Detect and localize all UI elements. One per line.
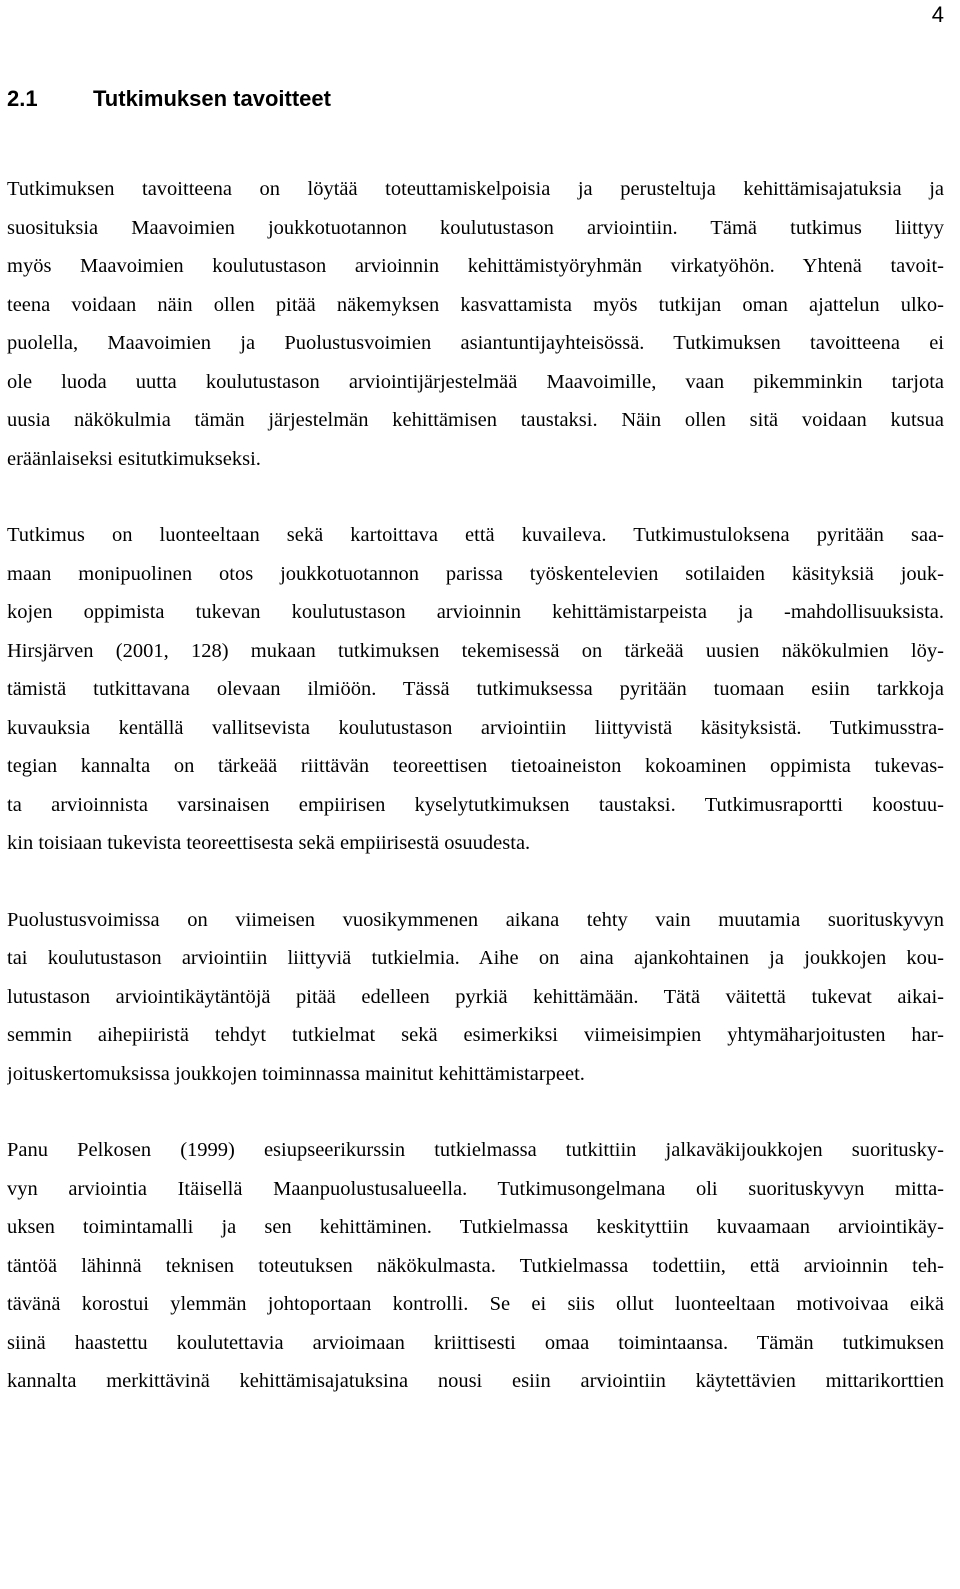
text-line: semmin aihepiiristä tehdyt tutkielmat sekä esimerkiksi viimeisimpien yhtymäharjoitusten har-: [7, 1024, 944, 1046]
text-line: Puolustusvoimissa on viimeisen vuosikymmenen aikana tehty vain muutamia suorituskyvyn: [7, 908, 944, 931]
text-line: tegian kannalta on tärkeää riittävän teoreettisen tietoaineiston kokoaminen oppimista tukevas-: [7, 755, 944, 777]
text-line: uusia näkökulmia tämän järjestelmän kehittämisen taustaksi. Näin ollen sitä voidaan kutsua: [7, 409, 944, 431]
text-line: siinä haastettu koulutettavia arvioimaan kriittisesti omaa toimintaansa. Tämän tutkimuksen: [7, 1331, 944, 1354]
page-number: 4: [931, 2, 944, 27]
text-line: kin toisiaan tukevista teoreettisesta sekä empiirisestä osuudesta.: [7, 832, 531, 854]
section-heading: [7, 86, 331, 112]
text-line: ta arvioinnista varsinaisen empiirisen kyselytutkimuksen taustaksi. Tutkimusraportti koostuu-: [7, 793, 944, 816]
text-line: tämistä tutkittavana olevaan ilmiöön. Tässä tutkimuksessa pyritään tuomaan esiin tarkkoja: [7, 678, 944, 700]
text-line: joituskertomuksissa joukkojen toiminnassa mainitut kehittämistarpeet.: [7, 1062, 585, 1085]
text-line: täntöä lähinnä teknisen toteutuksen näkökulmasta. Tutkielmassa todettiin, että arvioinnin teh-: [7, 1254, 944, 1277]
paragraph-3: [7, 901, 944, 1094]
text-line: puolella, Maavoimien ja Puolustusvoimien asiantuntijayhteisössä. Tutkimuksen tavoitteena ei: [7, 332, 944, 354]
text-line: tai koulutustason arviointiin liittyviä tutkielmia. Aihe on aina ajankohtainen ja joukkojen kou-: [7, 947, 944, 969]
section-title: Tutkimuksen tavoitteet: [93, 86, 331, 111]
paragraph-2: [7, 516, 944, 863]
paragraph-1: [7, 170, 944, 478]
text-line: Tutkimuksen tavoitteena on löytää toteuttamiskelpoisia ja perusteltuja kehittämisajatuksia ja: [7, 178, 944, 200]
text-line: myös Maavoimien koulutustason arvioinnin kehittämistyöryhmän virkatyöhön. Yhtenä tavoit-: [7, 255, 944, 277]
text-line: teena voidaan näin ollen pitää näkemyksen kasvattamista myös tutkijan oman ajattelun ulko-: [7, 293, 944, 316]
section-number: 2.1: [7, 86, 38, 111]
text-line: suosituksia Maavoimien joukkotuotannon koulutustason arviointiin. Tämä tutkimus liittyy: [7, 216, 944, 239]
text-line: Hirsjärven (2001, 128) mukaan tutkimuksen tekemisessä on tärkeää uusien näkökulmien löy-: [7, 639, 944, 662]
text-line: eräänlaiseksi esitutkimukseksi.: [7, 447, 261, 470]
body-text: [7, 170, 944, 1401]
text-line: ole luoda uutta koulutustason arviointijärjestelmää Maavoimille, vaan pikemminkin tarjota: [7, 370, 944, 393]
text-line: Panu Pelkosen (1999) esiupseerikurssin tutkielmassa tutkittiin jalkaväkijoukkojen suoritusky-: [7, 1139, 944, 1161]
text-line: Tutkimus on luonteeltaan sekä kartoittava että kuvaileva. Tutkimustuloksena pyritään saa-: [7, 524, 944, 546]
text-line: lutustason arviointikäytäntöjä pitää edelleen pyrkiä kehittämään. Tätä väitettä tukevat aikai-: [7, 985, 944, 1008]
text-line: maan monipuolinen otos joukkotuotannon parissa työskentelevien sotilaiden käsityksiä jouk-: [7, 562, 944, 585]
paragraph-4: [7, 1131, 944, 1401]
text-line: kojen oppimista tukevan koulutustason arvioinnin kehittämistarpeista ja -mahdollisuuksista.: [7, 601, 944, 623]
text-line: tävänä korostui ylemmän johtoportaan kontrolli. Se ei siis ollut luonteeltaan motivoivaa eikä: [7, 1293, 944, 1315]
text-line: uksen toimintamalli ja sen kehittäminen. Tutkielmassa keskityttiin kuvaamaan arviointikäy-: [7, 1216, 944, 1238]
text-line: vyn arviointia Itäisellä Maanpuolustusalueella. Tutkimusongelmana oli suorituskyvyn mitta-: [7, 1177, 944, 1200]
text-line: kannalta merkittävinä kehittämisajatuksina nousi esiin arviointiin käytettävien mittarikorttien: [7, 1370, 944, 1392]
text-line: kuvauksia kentällä vallitsevista koulutustason arviointiin liittyvistä käsityksistä. Tutkimusstra-: [7, 716, 944, 739]
